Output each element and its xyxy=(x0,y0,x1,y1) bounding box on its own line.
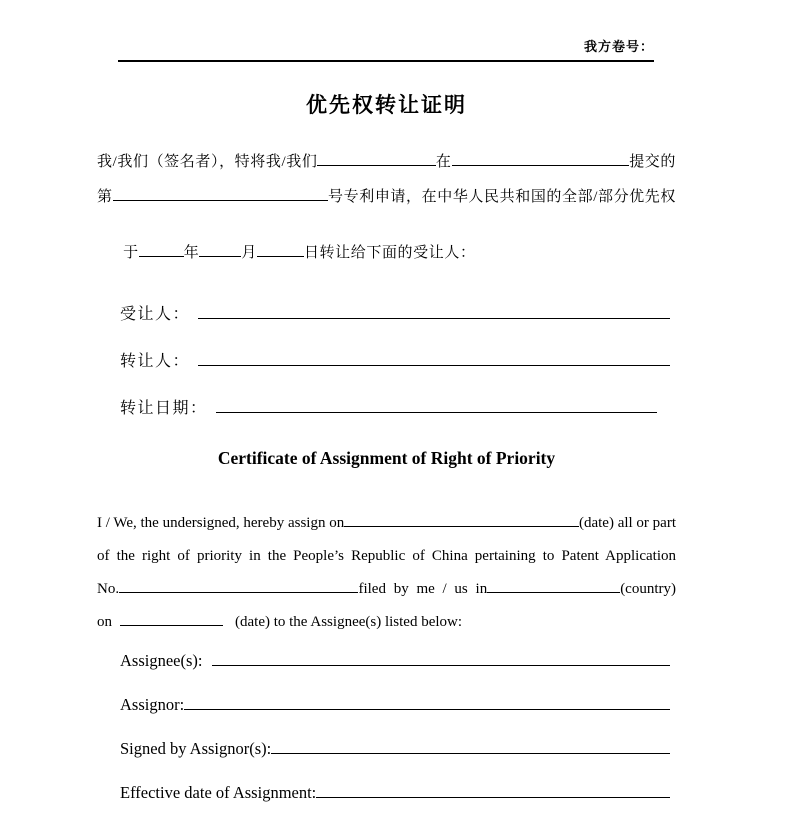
chinese-paragraph-line-2 xyxy=(97,187,676,208)
chinese-fields xyxy=(97,301,676,418)
assignee-label-cn: 受让人： xyxy=(120,306,191,323)
docket-number-field xyxy=(118,36,654,62)
cn-para-text-2: 在 xyxy=(435,154,452,170)
docket-number-label: 我方卷号： xyxy=(583,39,654,54)
day-blank[interactable] xyxy=(257,243,304,257)
assignee-field-cn xyxy=(120,301,676,324)
assignment-date-label-cn: 转让日期： xyxy=(120,400,208,417)
english-paragraph-line-3 xyxy=(97,579,676,600)
cn-para-text-4: 第 xyxy=(97,189,113,205)
en-para-text-2: (date) all or part xyxy=(578,515,676,531)
english-paragraph xyxy=(97,513,676,633)
cn-para-text-8: 月 xyxy=(241,245,257,261)
assignor-label-cn: 转让人： xyxy=(120,353,191,370)
en-para-text-1: I / We, the undersigned, hereby assign on xyxy=(97,515,345,531)
signed-by-assignor-blank-en[interactable] xyxy=(271,740,670,754)
signed-by-assignor-field-en xyxy=(120,739,676,759)
filing-date-blank-en[interactable] xyxy=(120,612,223,626)
chinese-paragraph-line-3 xyxy=(97,222,676,285)
assignment-date-field-cn xyxy=(120,395,676,418)
assignees-field-en xyxy=(120,651,676,671)
assignor-blank-en[interactable] xyxy=(184,696,670,710)
filing-country-blank-en[interactable] xyxy=(487,579,620,593)
cn-para-text-3: 提交的 xyxy=(629,154,676,170)
year-blank[interactable] xyxy=(139,243,184,257)
cn-para-text-7: 年 xyxy=(183,245,200,261)
assignees-blank-en[interactable] xyxy=(212,652,670,666)
chinese-paragraph xyxy=(97,152,676,285)
effective-date-field-en xyxy=(120,783,676,803)
application-number-blank-en[interactable] xyxy=(119,579,358,593)
effective-date-label-en: Effective date of Assignment: xyxy=(120,783,317,802)
assignor-field-en xyxy=(120,695,676,715)
effective-date-blank-en[interactable] xyxy=(316,784,670,798)
english-paragraph-line-1 xyxy=(97,513,676,534)
assignees-label-en: Assignee(s): xyxy=(120,651,203,670)
en-para-text-4: filed by me / us in xyxy=(358,581,488,597)
filing-country-blank[interactable] xyxy=(452,152,630,166)
cn-para-text-1: 我/我们（签名者），特将我/我们 xyxy=(97,154,318,170)
assignor-field-cn xyxy=(120,348,676,371)
cn-para-text-5: 号专利申请，在中华人民共和国的全部/部分优先权 xyxy=(328,189,676,205)
en-para-text-7: (date) to the Assignee(s) listed below: xyxy=(235,614,463,630)
english-title: Certificate of Assignment of Right of Priority xyxy=(217,448,556,468)
assignor-blank-cn[interactable] xyxy=(198,352,670,366)
signed-by-assignor-label-en: Signed by Assignor(s): xyxy=(120,739,272,758)
english-fields xyxy=(97,651,676,803)
chinese-title: 优先权转让证明 xyxy=(306,93,467,117)
english-paragraph-line-2: of the right of priority in the People’s Republic of China pertaining to Patent Application xyxy=(97,548,676,564)
application-number-blank[interactable] xyxy=(113,187,328,201)
chinese-paragraph-line-1 xyxy=(97,152,676,173)
cn-para-text-9: 日转让给下面的受让人： xyxy=(303,245,476,261)
en-para-text-3: No. xyxy=(97,581,120,597)
assignor-name-blank[interactable] xyxy=(317,152,435,166)
english-paragraph-line-4 xyxy=(97,612,676,633)
assignee-blank-cn[interactable] xyxy=(198,305,670,319)
cn-para-text-6: 于 xyxy=(123,245,139,261)
assign-date-blank-en[interactable] xyxy=(344,513,579,527)
en-para-text-6: on xyxy=(97,614,112,630)
assignment-date-blank-cn[interactable] xyxy=(216,399,657,413)
month-blank[interactable] xyxy=(199,243,241,257)
en-para-text-5: (country) xyxy=(620,581,676,597)
assignor-label-en: Assignor: xyxy=(120,695,185,714)
